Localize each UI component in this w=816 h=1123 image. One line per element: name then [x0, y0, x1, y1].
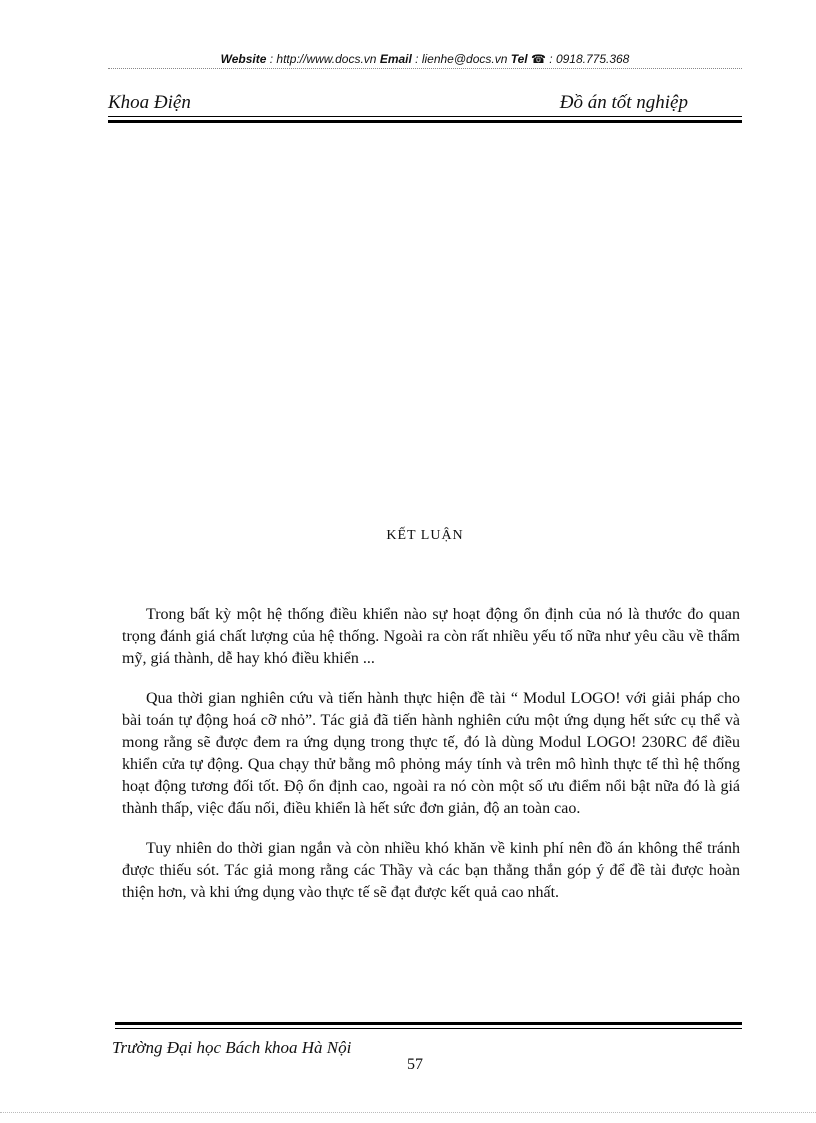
website-label: Website — [220, 52, 267, 66]
page-title: KẾT LUẬN — [386, 528, 464, 543]
bottom-divider — [0, 1112, 816, 1113]
paragraph: Qua thời gian nghiên cứu và tiến hành thực hiện đề tài “ Modul LOGO! với giải pháp cho bài toán tự động hoá cỡ nhỏ”. Tác giả đã tiến hành nghiên cứu một ứng dụng hết sức cụ thể và mong rằng sẽ được đem ra ứng dụng trong thực tế, đó là dùng Modul LOGO! 230RC để điều khiển cửa tự động. Qua chạy thử bằng mô phỏng máy tính và trên mô hình thực tế thì hệ thống hoạt động tương đối tốt. Độ ổn định cao, ngoài ra nó còn một số ưu điểm nổi bật nữa đó là giá thành thấp, việc đấu nối, điều khiển là hết sức đơn giản, độ an toàn cao. — [122, 690, 740, 817]
phone-icon: ☎ — [530, 52, 546, 66]
topbar-divider — [108, 68, 742, 69]
paragraph: Tuy nhiên do thời gian ngắn và còn nhiều khó khăn về kinh phí nên đồ án không thể tránh được thiếu sót. Tác giả mong rằng các Thầy và các bạn thẳng thắn góp ý để đề tài được hoàn thiện hơn, và khi ứng dụng vào thực tế sẽ đạt được kết quả cao nhất. — [122, 840, 740, 901]
tel-label: Tel — [510, 52, 528, 66]
email-label: Email — [379, 52, 412, 66]
tel-value: : 0918.775.368 — [545, 52, 630, 66]
header-document-type: Đồ án tốt nghiệp — [559, 92, 688, 113]
header-rule-thin — [108, 116, 742, 117]
website-value[interactable]: : http://www.docs.vn — [266, 52, 380, 66]
conclusion-body — [122, 604, 740, 922]
page-number: 57 — [407, 1056, 423, 1073]
header-department: Khoa Điện — [108, 92, 191, 113]
header-rule-thick — [108, 120, 742, 123]
source-info-bar — [108, 52, 742, 66]
email-value[interactable]: : lienhe@docs.vn — [411, 52, 511, 66]
footer-rule-thick — [115, 1022, 742, 1025]
footer-rule-thin — [115, 1028, 742, 1029]
footer-school-name: Trường Đại học Bách khoa Hà Nội — [112, 1038, 352, 1057]
paragraph: Trong bất kỳ một hệ thống điều khiển nào sự hoạt động ổn định của nó là thước đo quan trọng đánh giá chất lượng của hệ thống. Ngoài ra còn rất nhiều yếu tố nữa như yêu cầu về thẩm mỹ, giá thành, dễ hay khó điều khiển ... — [122, 606, 740, 667]
